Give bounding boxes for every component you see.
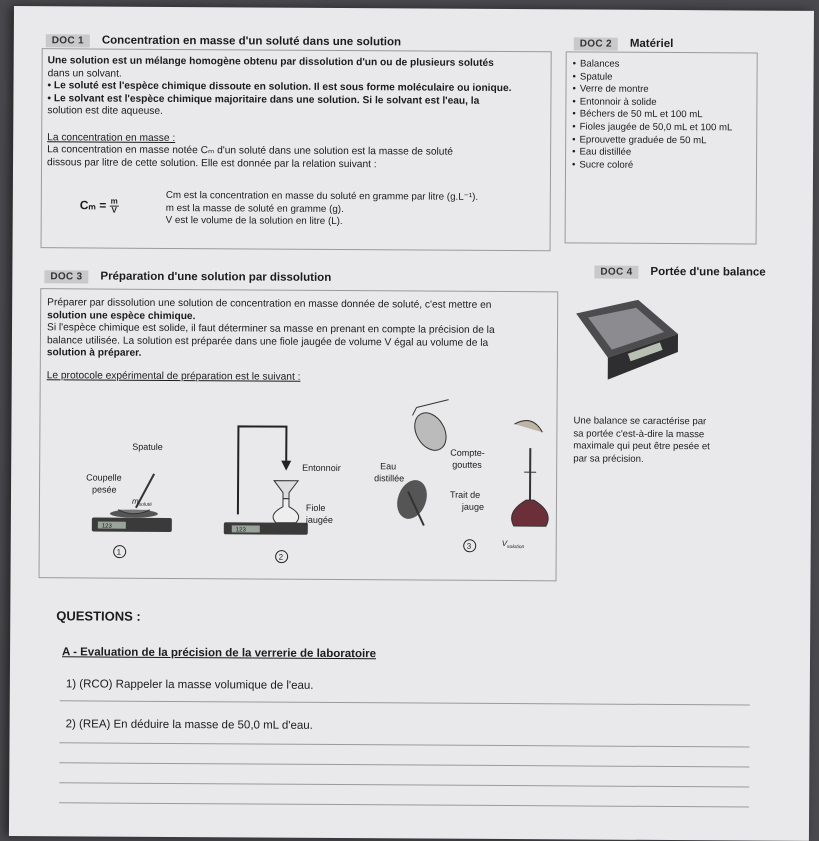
question-2: 2) (REA) En déduire la masse de 50,0 mL d'eau. bbox=[66, 718, 313, 732]
doc2-tag: DOC 2 bbox=[574, 37, 618, 50]
doc3-header bbox=[44, 270, 331, 285]
label-entonnoir: Entonnoir bbox=[302, 463, 341, 473]
concentration-formula bbox=[80, 197, 119, 214]
section-a-title: A - Evaluation de la précision de la verrerie de laboratoire bbox=[62, 646, 376, 660]
protocol-illustration bbox=[44, 393, 555, 576]
material-item: • Eau distillée bbox=[572, 147, 754, 161]
doc1-title: Concentration en masse d'un soluté dans une solution bbox=[102, 35, 401, 49]
label-distillee: distillée bbox=[374, 473, 404, 483]
m-solute-label: $m_{soluté}$ bbox=[132, 497, 152, 508]
doc1-conc-line1: La concentration en masse notée Cₘ d'un soluté dans une solution est la masse de soluté bbox=[47, 144, 547, 160]
label-jauge: jauge bbox=[462, 502, 484, 512]
material-item: • Sucre coloré bbox=[572, 159, 754, 173]
material-item: • Fioles jaugée de 50,0 mL et 100 mL bbox=[572, 121, 754, 135]
fiole-jaugee-final bbox=[512, 420, 549, 526]
material-list bbox=[572, 58, 755, 172]
formula-numerator: m bbox=[110, 198, 119, 207]
label-jaugee: jaugée bbox=[306, 515, 333, 525]
doc4-header bbox=[594, 266, 765, 280]
formula-lhs: Cₘ = bbox=[80, 198, 107, 212]
answer-line bbox=[60, 700, 750, 705]
doc1-def2: m est la masse de soluté en gramme (g). bbox=[166, 202, 478, 216]
doc1-def1: Cm est la concentration en masse du soluté en gramme par litre (g.L⁻¹). bbox=[166, 190, 478, 204]
doc4-line1: Une balance se caractérise par bbox=[573, 415, 710, 428]
material-item: • Béchers de 50 mL et 100 mL bbox=[572, 109, 754, 123]
answer-line bbox=[59, 802, 749, 807]
step2-number: 2 bbox=[279, 553, 284, 562]
doc1-header bbox=[46, 34, 401, 49]
label-fiole: Fiole bbox=[306, 503, 326, 513]
display-1: 123 bbox=[102, 524, 113, 530]
question-1: 1) (RCO) Rappeler la masse volumique de l'eau. bbox=[66, 678, 314, 692]
formula-denominator: V bbox=[110, 207, 119, 215]
label-eau: Eau bbox=[380, 461, 396, 471]
doc3-p1-line2: solution une espèce chimique. bbox=[47, 310, 555, 326]
doc2-title: Matériel bbox=[630, 38, 674, 50]
pissette bbox=[408, 399, 453, 456]
material-item: • Spatule bbox=[573, 71, 755, 85]
doc2-box bbox=[565, 51, 758, 244]
doc1-p3-line1: • Le solvant est l'espèce chimique majoritaire dans une solution. Si le solvant est l'eau, la bbox=[47, 93, 547, 109]
doc3-box bbox=[39, 288, 559, 581]
doc3-tag: DOC 3 bbox=[44, 270, 88, 283]
v-solution-label: $V_{solution}$ bbox=[502, 539, 525, 550]
doc4-text bbox=[573, 415, 710, 466]
doc1-def3: V est le volume de la solution en litre (L). bbox=[166, 215, 478, 229]
doc3-title: Préparation d'une solution par dissolution bbox=[100, 271, 331, 284]
step3-number: 3 bbox=[467, 542, 472, 551]
doc1-conc-heading: La concentration en masse : bbox=[47, 132, 547, 148]
answer-line bbox=[59, 762, 749, 767]
label-compte: Compte- bbox=[450, 448, 485, 458]
questions-heading: QUESTIONS : bbox=[56, 608, 141, 624]
label-coupelle: Coupelle bbox=[86, 472, 122, 482]
balance-photo bbox=[568, 293, 689, 394]
doc4-line4: par sa précision. bbox=[573, 453, 710, 466]
doc1-p1-line2: dans un solvant. bbox=[48, 68, 548, 84]
doc3-protocol: Le protocole expérimental de préparation est le suivant : bbox=[47, 370, 555, 386]
answer-line bbox=[59, 742, 749, 747]
doc1-conc-line2: dissous par litre de cette solution. Elle est donnée par la relation suivant : bbox=[47, 157, 547, 173]
doc3-p1-line1: Préparer par dissolution une solution de concentration en masse donnée de soluté, c'est mettre en bbox=[47, 297, 555, 313]
material-item: • Eprouvette graduée de 50 mL bbox=[572, 134, 754, 148]
doc1-tag: DOC 1 bbox=[46, 34, 90, 47]
doc4-line3: maximale qui peut être pesée et bbox=[573, 440, 710, 453]
doc3-p2-line3: solution à préparer. bbox=[47, 347, 555, 363]
doc1-box bbox=[41, 48, 552, 251]
doc3-p2-line2: balance utilisée. La solution est préparée dans une fiole jaugée de volume V égal au volume de la bbox=[47, 335, 555, 351]
label-gouttes: gouttes bbox=[452, 460, 482, 470]
worksheet-page bbox=[9, 6, 814, 841]
label-trait: Trait de bbox=[450, 490, 480, 500]
material-item: • Entonnoir à solide bbox=[572, 96, 754, 110]
doc4-tag: DOC 4 bbox=[594, 266, 638, 279]
doc4-line2: sa portée c'est-à-dire la masse bbox=[573, 428, 710, 441]
doc1-p2: • Le soluté est l'espèce chimique dissoute en solution. Il est sous forme moléculaire ou ionique. bbox=[47, 80, 547, 96]
material-item: • Balances bbox=[573, 58, 755, 72]
step1-number: 1 bbox=[117, 548, 122, 557]
doc2-header bbox=[574, 37, 674, 51]
label-spatule: Spatule bbox=[132, 442, 163, 452]
doc1-p3-line2: solution est dite aqueuse. bbox=[47, 105, 547, 121]
material-item: • Verre de montre bbox=[572, 84, 754, 98]
doc4-title: Portée d'une balance bbox=[650, 266, 765, 279]
doc1-p1-line1: Une solution est un mélange homogène obtenu par dissolution d'un ou de plusieurs solutés bbox=[48, 55, 548, 71]
answer-line bbox=[59, 782, 749, 787]
display-2: 123 bbox=[236, 527, 247, 533]
label-pesee: pesée bbox=[92, 484, 117, 494]
doc3-p2-line1: Si l'espèce chimique est solide, il faut déterminer sa masse en prenant en compte la précision de la bbox=[47, 322, 555, 338]
